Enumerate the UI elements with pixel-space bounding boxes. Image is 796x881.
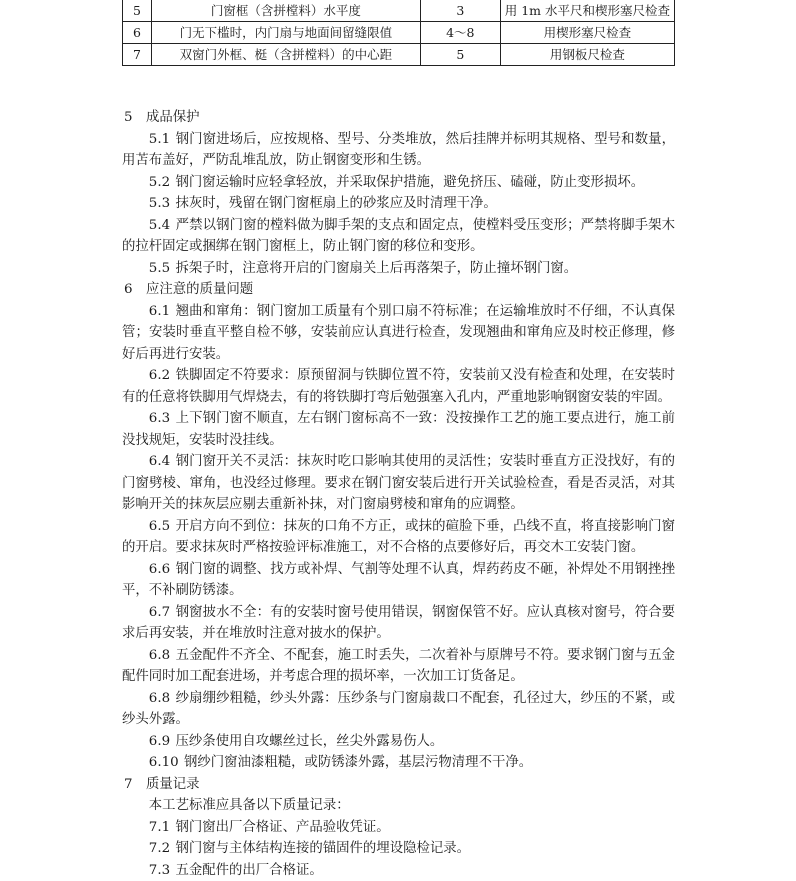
row-number: 5 — [123, 0, 152, 22]
clause-paragraph — [122, 838, 675, 860]
clause-paragraph — [122, 516, 675, 559]
section-number: 6 — [122, 279, 146, 301]
clause-number: 6.7 — [149, 605, 170, 620]
section-heading — [122, 279, 675, 301]
section-intro: 本工艺标准应具备以下质量记录： — [122, 795, 675, 817]
clause-number: 6.10 — [149, 755, 179, 770]
clause-paragraph — [122, 365, 675, 408]
clause-number: 7.2 — [149, 841, 170, 856]
row-value: 5 — [420, 44, 500, 66]
clause-text: 钢门窗开关不灵活：抹灰时吃口影响其使用的灵活性；安装时垂直方正没找好，有的门窗劈棱、窜角，也没经过修理。要求在钢门窗安装后进行开关试验检查，看是否灵活，对其影响开关的抹灰层应剔去重新补抹，对门窗扇劈棱和窜角的应调整。 — [122, 454, 675, 512]
clause-paragraph — [122, 408, 675, 451]
clause-text: 钢窗披水不全：有的安装时窗号使用错误，钢窗保管不好。应认真核对窗号，符合要求后再安装，并在堆放时注意对披水的保护。 — [122, 605, 675, 642]
clause-paragraph — [122, 688, 675, 731]
clause-number: 7.3 — [149, 863, 170, 878]
section-heading — [122, 774, 675, 796]
row-method: 用钢板尺检查 — [500, 44, 674, 66]
row-method: 用楔形塞尺检查 — [500, 22, 674, 44]
clause-text: 压纱条使用自攻螺丝过长，丝尖外露易伤人。 — [175, 734, 443, 749]
row-number: 6 — [123, 22, 152, 44]
table-row — [123, 0, 675, 22]
section-title: 成品保护 — [146, 110, 200, 125]
clause-paragraph — [122, 860, 675, 881]
clause-text: 纱扇绷纱粗糙，纱头外露：压纱条与门窗扇裁口不配套，孔径过大，纱压的不紧，或纱头外露。 — [122, 691, 675, 728]
table-row — [123, 44, 675, 66]
clause-text: 拆架子时，注意将开启的门窗扇关上后再落架子，防止撞坏钢门窗。 — [175, 261, 577, 276]
clause-text: 五金配件不齐全、不配套，施工时丢失，二次着补与原牌号不符。要求钢门窗与五金配件同时加工配套进场，并考虑合理的损坏率，一次加工订货备足。 — [122, 648, 675, 685]
clause-text: 五金配件的出厂合格证。 — [175, 863, 322, 878]
clause-text: 钢门窗的调整、找方或补焊、气割等处理不认真，焊药药皮不砸，补焊处不用钢挫挫平，不补刷防锈漆。 — [122, 562, 675, 599]
clause-text: 开启方向不到位：抹灰的口角不方正，或抹的碹脸下垂，凸线不直，将直接影响门窗的开启。要求抹灰时严格按验评标准施工，对不合格的点要修好后，再交木工安装门窗。 — [122, 519, 675, 556]
clause-text: 抹灰时，残留在钢门窗框扇上的砂浆应及时清理干净。 — [175, 196, 496, 211]
clause-text: 钢纱门窗油漆粗糙，或防锈漆外露，基层污物清理不干净。 — [184, 755, 532, 770]
clause-paragraph — [122, 602, 675, 645]
section-title: 应注意的质量问题 — [146, 282, 253, 297]
clause-paragraph — [122, 752, 675, 774]
clause-number: 6.8 — [149, 648, 170, 663]
clause-text: 上下钢门窗不顺直，左右钢门窗标高不一致：没按操作工艺的施工要点进行，施工前没找规矩，安装时没挂线。 — [122, 411, 675, 448]
clause-number: 5.4 — [149, 218, 170, 233]
clause-text: 铁脚固定不符要求：原预留洞与铁脚位置不符，安装前又没有检查和处理，在安装时有的任意将铁脚用气焊烧去，有的将铁脚打弯后勉强塞入孔内，严重地影响钢窗安装的牢固。 — [122, 368, 675, 405]
clause-number: 5.5 — [149, 261, 170, 276]
clause-number: 6.8 — [149, 691, 170, 706]
row-item: 门窗框（含拼樘料）水平度 — [151, 0, 420, 22]
clause-number: 6.6 — [149, 562, 170, 577]
row-method: 用 1m 水平尺和楔形塞尺检查 — [500, 0, 674, 22]
document-body — [122, 107, 675, 881]
row-item: 门无下槛时，内门扇与地面间留缝限值 — [151, 22, 420, 44]
clause-paragraph — [122, 258, 675, 280]
clause-paragraph — [122, 559, 675, 602]
clause-text: 钢门窗运输时应轻拿轻放，并采取保护措施，避免挤压、磕碰，防止变形损坏。 — [175, 175, 644, 190]
clause-number: 6.4 — [149, 454, 170, 469]
clause-text: 钢门窗出厂合格证、产品验收凭证。 — [175, 820, 389, 835]
clause-paragraph — [122, 215, 675, 258]
row-value: 3 — [420, 0, 500, 22]
clause-number: 5.1 — [149, 132, 170, 147]
section-number: 5 — [122, 107, 146, 129]
clause-number: 5.2 — [149, 175, 170, 190]
clause-paragraph — [122, 129, 675, 172]
clause-paragraph — [122, 193, 675, 215]
clause-paragraph — [122, 645, 675, 688]
clause-number: 7.1 — [149, 820, 170, 835]
clause-number: 6.3 — [149, 411, 170, 426]
clause-text: 钢门窗进场后，应按规格、型号、分类堆放，然后挂牌并标明其规格、型号和数量，用苫布盖好，严防乱堆乱放，防止钢窗变形和生锈。 — [122, 132, 675, 169]
table-row — [123, 22, 675, 44]
clause-number: 6.9 — [149, 734, 170, 749]
row-value: 4～8 — [420, 22, 500, 44]
clause-paragraph — [122, 172, 675, 194]
clause-text: 钢门窗与主体结构连接的锚固件的埋设隐检记录。 — [175, 841, 470, 856]
section-title: 质量记录 — [146, 777, 200, 792]
clause-paragraph — [122, 451, 675, 516]
row-item: 双窗门外框、梃（含拼樘料）的中心距 — [151, 44, 420, 66]
clause-text: 翘曲和窜角：钢门窗加工质量有个别口扇不符标准；在运输堆放时不仔细，不认真保管；安装时垂直平整自检不够，安装前应认真进行检查，发现翘曲和窜角应及时校正修理，修好后再进行安装。 — [122, 304, 675, 362]
clause-number: 6.5 — [149, 519, 170, 534]
section-number: 7 — [122, 774, 146, 796]
clause-text: 严禁以钢门窗的樘料做为脚手架的支点和固定点，使樘料受压变形；严禁将脚手架木的拉杆固定或捆绑在钢门窗框上，防止钢门窗的移位和变形。 — [122, 218, 675, 255]
tolerance-table — [122, 0, 675, 66]
clause-paragraph — [122, 301, 675, 366]
row-number: 7 — [123, 44, 152, 66]
clause-number: 6.2 — [149, 368, 170, 383]
section-heading — [122, 107, 675, 129]
clause-paragraph — [122, 731, 675, 753]
clause-number: 6.1 — [149, 304, 170, 319]
clause-number: 5.3 — [149, 196, 170, 211]
clause-paragraph — [122, 817, 675, 839]
